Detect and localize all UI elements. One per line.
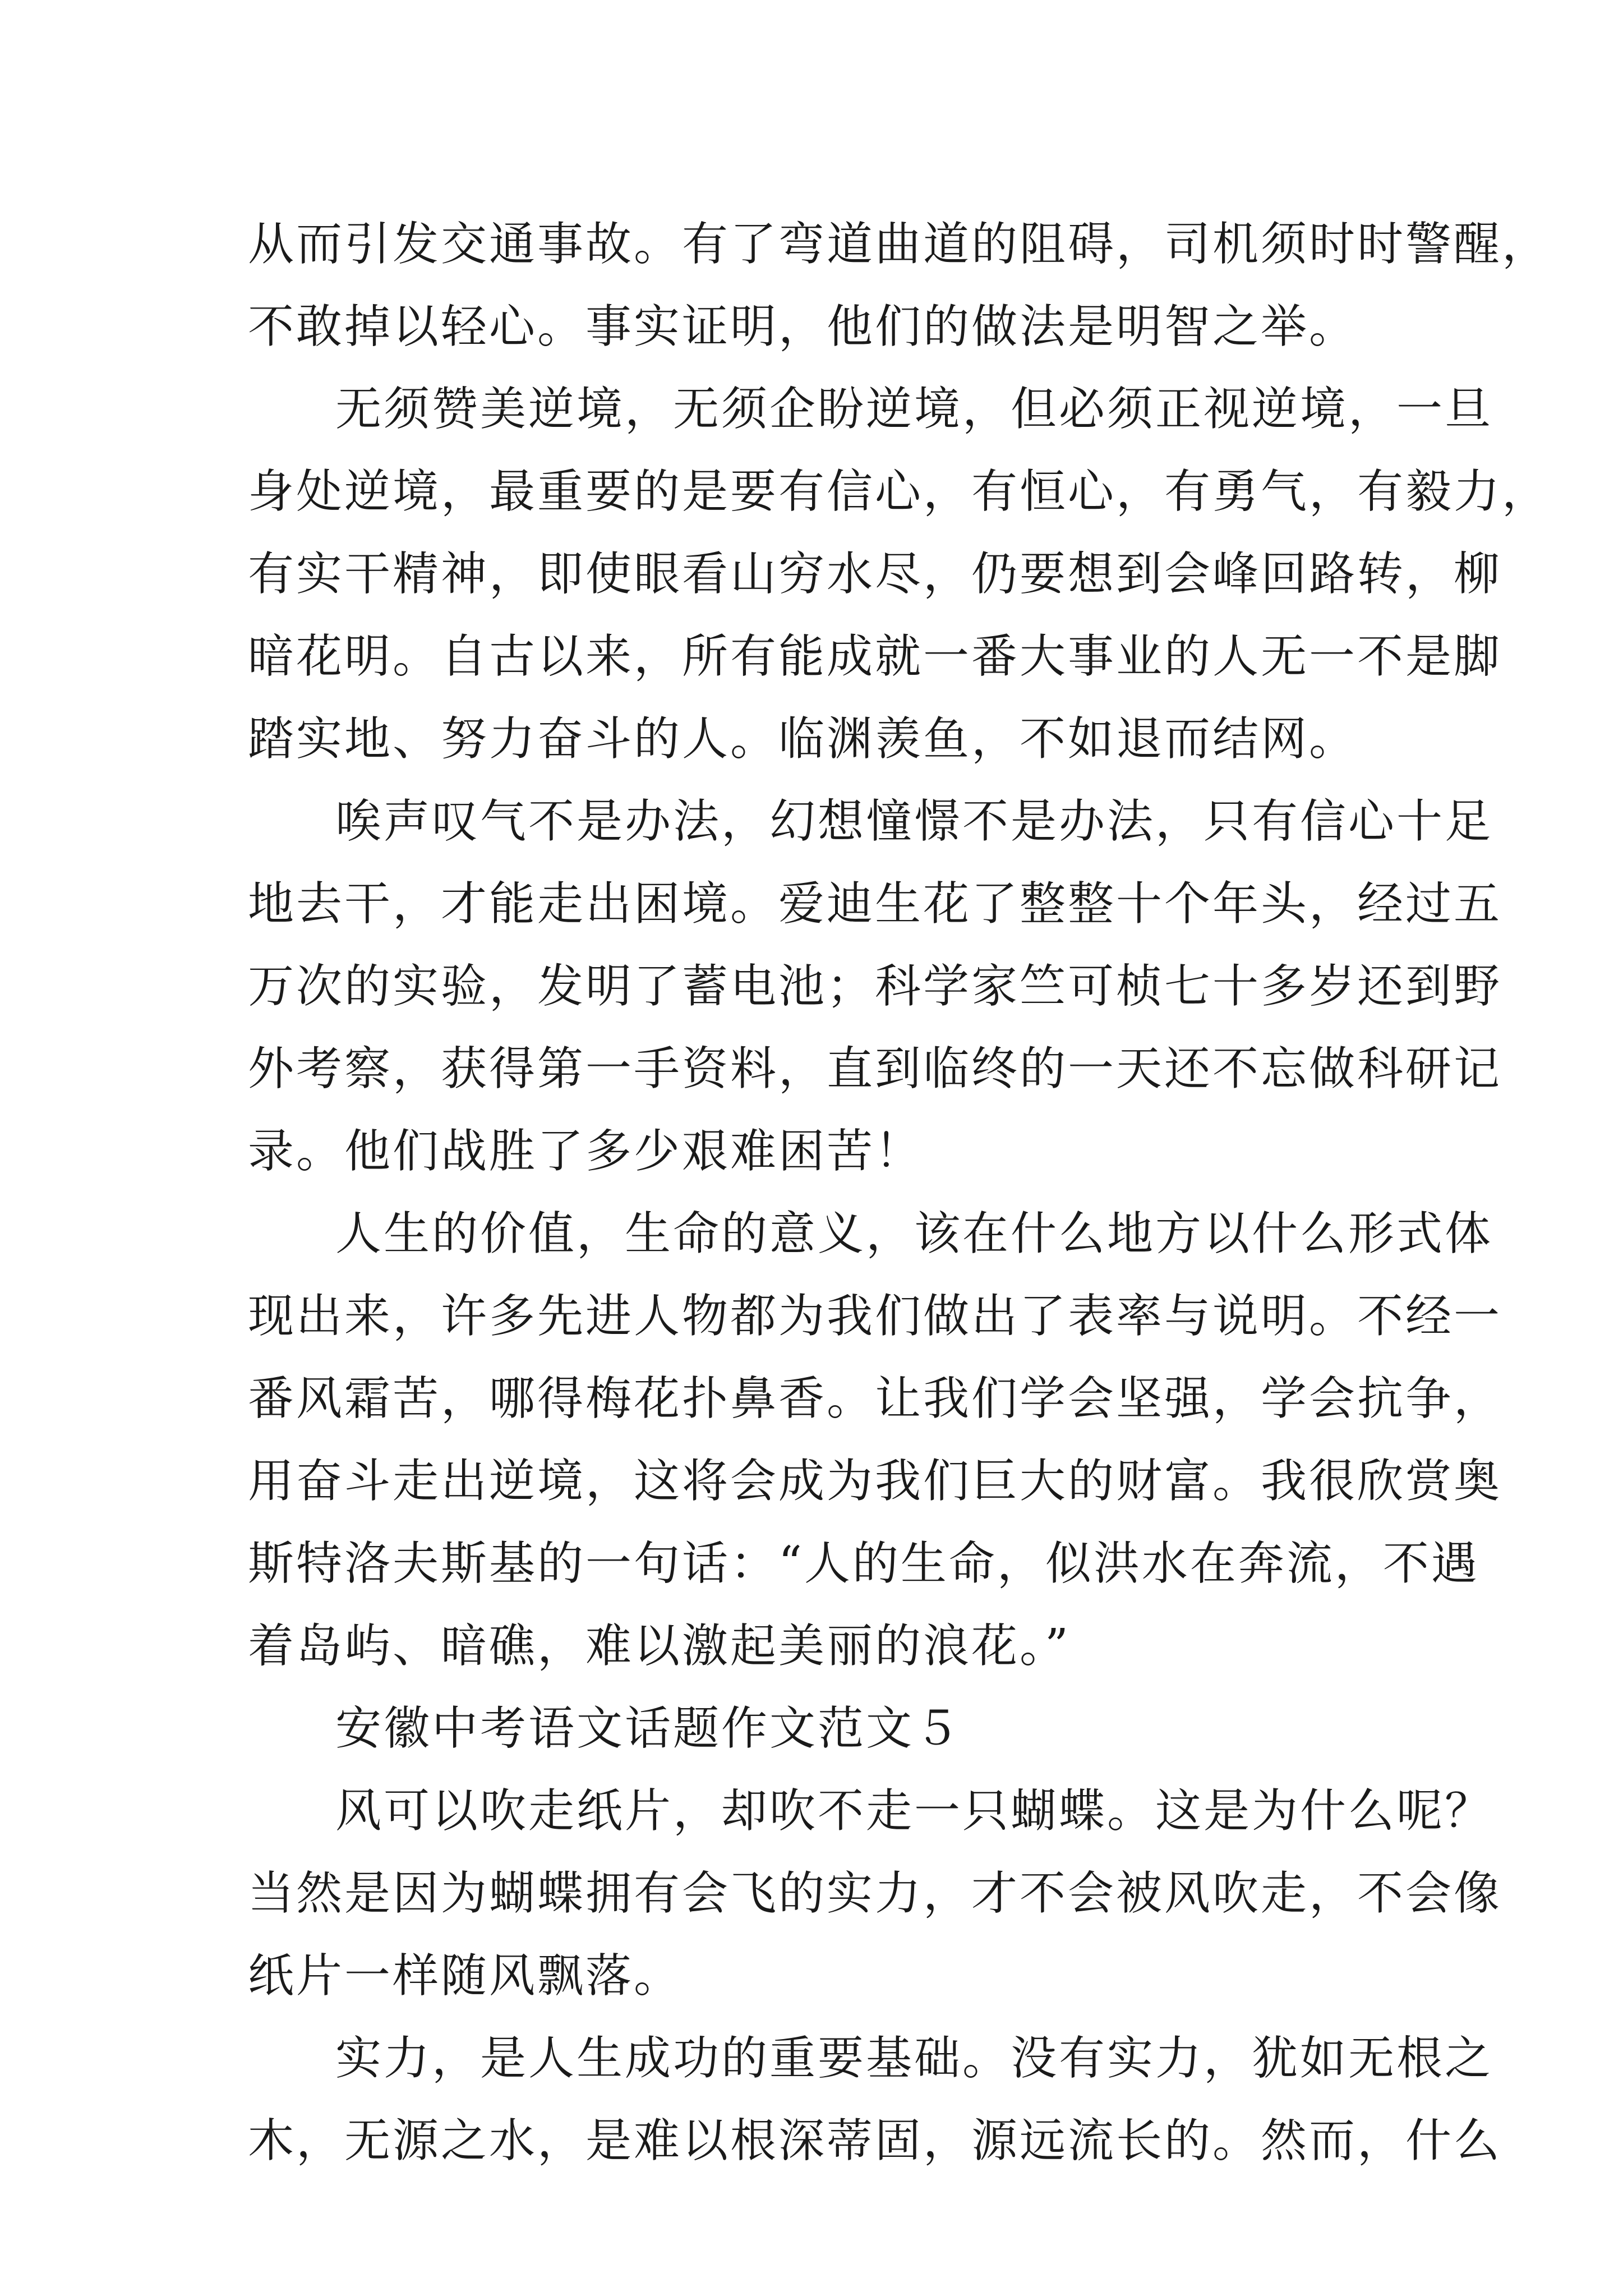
text-line: 不敢掉以轻心。事实证明，他们的做法是明智之举。 (248, 300, 1358, 353)
text-line: 着岛屿、暗礁，难以激起美丽的浪花。” (248, 1619, 1071, 1673)
text-line: 纸片一样随风飘落。 (248, 1949, 683, 2003)
text-line: 身处逆境，最重要的是要有信心，有恒心，有勇气，有毅力， (248, 465, 1551, 518)
text-line: 有实干精神，即使眼看山穷水尽，仍要想到会峰回路转，柳 (248, 547, 1502, 601)
text-line: 万次的实验，发明了蓄电池；科学家竺可桢七十多岁还到野 (248, 960, 1502, 1013)
text-line: 番风霜苦，哪得梅花扑鼻香。让我们学会坚强，学会抗争， (248, 1372, 1502, 1425)
text-line: 暗花明。自古以来，所有能成就一番大事业的人无一不是脚 (248, 630, 1502, 683)
text-line: 踏实地、努力奋斗的人。临渊羡鱼，不如退而结网。 (248, 712, 1358, 766)
text-line: 人生的价值，生命的意义，该在什么地方以什么形式体 (335, 1207, 1493, 1260)
text-line: 从而引发交通事故。有了弯道曲道的阻碍，司机须时时警醒， (248, 218, 1551, 271)
section-heading: 安徽中考语文话题作文范文５ (335, 1702, 963, 1755)
text-line: 外考察，获得第一手资料，直到临终的一天还不忘做科研记 (248, 1042, 1502, 1096)
text-line: 录。他们战胜了多少艰难困苦！ (248, 1125, 924, 1178)
text-line: 地去干，才能走出困境。爱迪生花了整整十个年头，经过五 (248, 877, 1502, 931)
text-line: 用奋斗走出逆境，这将会成为我们巨大的财富。我很欣赏奥 (248, 1455, 1502, 1508)
body-text (248, 203, 1551, 2182)
text-line: 现出来，许多先进人物都为我们做出了表率与说明。不经一 (248, 1290, 1502, 1343)
text-line: 当然是因为蝴蝶拥有会飞的实力，才不会被风吹走，不会像 (248, 1867, 1502, 1920)
text-line: 无须赞美逆境，无须企盼逆境，但必须正视逆境，一旦 (335, 383, 1493, 436)
text-line: 木，无源之水，是难以根深蒂固，源远流长的。然而，什么 (248, 2114, 1502, 2168)
text-line: 斯特洛夫斯基的一句话：“人的生命，似洪水在奔流，不遇 (248, 1537, 1479, 1590)
text-line: 风可以吹走纸片，却吹不走一只蝴蝶。这是为什么呢？ (335, 1784, 1493, 1838)
text-line: 唉声叹气不是办法，幻想憧憬不是办法，只有信心十足 (335, 795, 1493, 848)
text-line: 实力，是人生成功的重要基础。没有实力，犹如无根之 (335, 2032, 1493, 2085)
